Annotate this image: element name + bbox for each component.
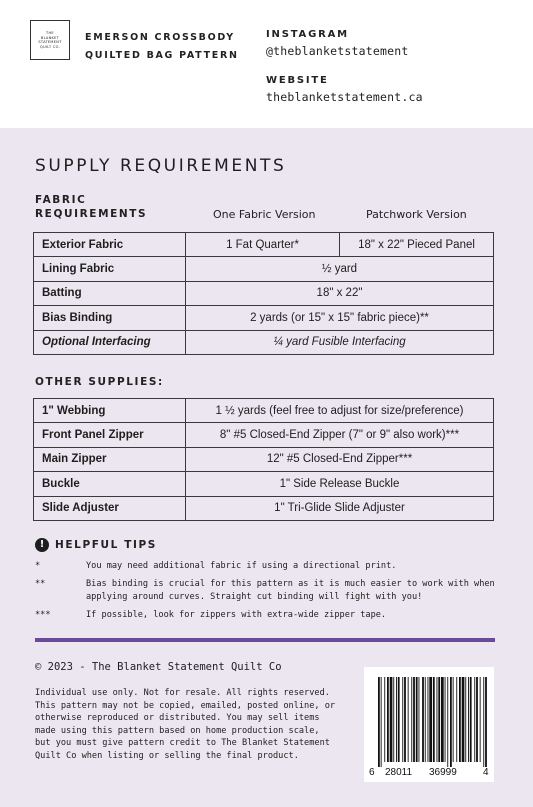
barcode-bar [483,677,484,767]
tip-mark: * [35,561,41,571]
tip-item [35,609,506,622]
barcode-digit: 6 [369,767,375,778]
row-value: 1" Side Release Buckle [186,472,494,496]
barcode-bar [416,677,418,762]
row-value: ½ yard [186,257,494,281]
row-label: Optional Interfacing [34,330,186,354]
barcode-digit-group: 28011 [385,767,413,778]
logo-line: QUILT CO. [40,44,60,49]
barcode-bar [390,677,393,762]
barcode-bar [453,677,454,762]
row-value: 12" #5 Closed-End Zipper*** [186,447,494,471]
heading-line: REQUIREMENTS [35,208,148,220]
accent-divider [35,638,495,642]
barcode-digit: 4 [483,767,489,778]
brand-logo [30,20,70,60]
row-value-one-fabric: 1 Fat Quarter* [186,233,340,257]
barcode-bar [404,677,406,762]
table-row [34,330,494,354]
instagram-label: INSTAGRAM [266,29,349,40]
barcode-bar [422,677,424,762]
barcode-bar [450,677,452,767]
barcode-bar [402,677,403,762]
barcode-bar [470,677,472,762]
barcode-bar [411,677,412,762]
copyright-notice: © 2023 - The Blanket Statement Quilt Co [35,661,282,673]
barcode-bar [429,677,432,762]
barcode-bar [462,677,465,762]
tip-mark: *** [35,610,51,620]
logo-line: STATEMENT [38,40,62,44]
exclamation-circle-icon: ! [35,538,49,552]
pattern-title-line: EMERSON CROSSBODY [85,32,235,43]
legal-notice: Individual use only. Not for resale. All rights reserved. This pattern may not be copied, emailed, posted online, or otherwise reproduced or distributed. You may sell items made using this pattern based on home production scale, but you must give pattern credit to The Blanket Statement Quilt Co when listing or selling the final product. [35,688,336,761]
barcode-bar [425,677,426,762]
barcode-bar [393,677,394,762]
barcode-bar [384,677,385,762]
row-value: ¼ yard Fusible Interfacing [186,330,494,354]
table-row [34,496,494,520]
tip-mark: ** [35,579,46,589]
instagram-handle: @theblanketstatement [266,44,409,58]
barcode-bar [445,677,446,762]
helpful-tips-heading: HELPFUL TIPS [55,539,157,551]
tip-text: If possible, look for zippers with extra-wide zipper tape. [86,610,387,620]
tip-item [35,578,506,604]
column-header-one-fabric: One Fabric Version [213,208,316,221]
website-label: WEBSITE [266,75,329,86]
barcode-bars [364,667,494,767]
row-label: Exterior Fabric [34,233,186,257]
barcode-bar [480,677,481,762]
barcode-bar [465,677,466,762]
barcode-bar [456,677,457,762]
barcode-bar [398,677,400,762]
fabric-requirements-heading [35,193,147,221]
row-value: 1" Tri-Glide Slide Adjuster [186,496,494,520]
barcode-bar [387,677,389,762]
table-row [34,423,494,447]
row-label: Batting [34,281,186,305]
other-supplies-table [33,398,494,521]
barcode [364,667,494,782]
table-row [34,447,494,471]
fabric-requirements-table [33,232,494,355]
row-label: Slide Adjuster [34,496,186,520]
barcode-bar [474,677,475,762]
barcode-bar [447,677,448,767]
row-value: 8" #5 Closed-End Zipper (7" or 9" also work)*** [186,423,494,447]
pattern-title-line: QUILTED BAG PATTERN [85,50,239,61]
website-url: theblanketstatement.ca [266,90,423,104]
table-row [34,281,494,305]
barcode-bar [408,677,409,762]
row-value: 1 ½ yards (feel free to adjust for size/preference) [186,399,494,423]
tip-item [35,560,506,573]
tip-text: Bias binding is crucial for this pattern as it is much easier to work with when applying around curves. Straight cut binding will fight with you! [86,579,495,602]
barcode-bar [438,677,440,762]
page-header [0,0,533,128]
barcode-bar [433,677,435,762]
table-row [34,306,494,330]
row-label: 1" Webbing [34,399,186,423]
row-label: Bias Binding [34,306,186,330]
tip-text: You may need additional fabric if using a directional print. [86,561,397,571]
barcode-bar [428,677,429,762]
row-label: Buckle [34,472,186,496]
barcode-bar [437,677,438,762]
barcode-bar [396,677,397,762]
barcode-bar [378,677,380,767]
barcode-bar [419,677,420,762]
table-row [34,257,494,281]
barcode-digit-group: 36999 [429,767,457,778]
row-label: Lining Fabric [34,257,186,281]
barcode-bar [413,677,415,762]
pattern-title [85,29,239,65]
row-value-patchwork: 18" x 22" Pieced Panel [340,233,494,257]
table-row [34,233,494,257]
row-value: 2 yards (or 15" x 15" fabric piece)** [186,306,494,330]
barcode-bar [459,677,461,762]
row-label: Main Zipper [34,447,186,471]
logo-line: BLANKET [40,35,60,40]
barcode-bar [381,677,382,767]
barcode-bar [485,677,487,767]
barcode-bar [468,677,469,762]
barcode-bar [441,677,444,762]
row-value: 18" x 22" [186,281,494,305]
heading-line: FABRIC [35,194,87,206]
table-row [34,399,494,423]
logo-line: THE [46,31,54,35]
other-supplies-heading: OTHER SUPPLIES: [35,376,164,388]
barcode-bar [476,677,478,762]
supply-requirements-title: SUPPLY REQUIREMENTS [35,156,287,176]
table-row [34,472,494,496]
column-header-patchwork: Patchwork Version [366,208,467,221]
row-label: Front Panel Zipper [34,423,186,447]
